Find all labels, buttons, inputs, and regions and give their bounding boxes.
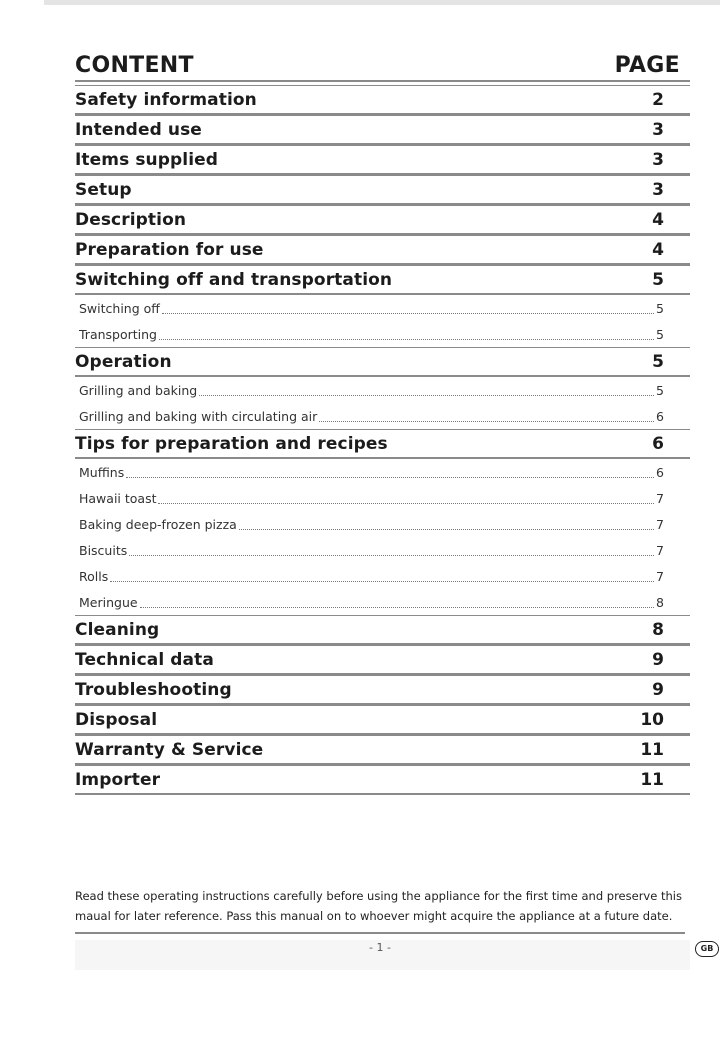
toc-section-row[interactable] [75, 645, 690, 675]
section-title: Disposal [75, 710, 158, 730]
section-page: 5 [652, 352, 664, 372]
toc-section-row[interactable] [75, 85, 690, 115]
section-title: Preparation for use [75, 240, 264, 260]
toc-subsection-row[interactable] [75, 321, 690, 347]
section-page: 4 [652, 210, 664, 230]
section-page: 11 [640, 770, 664, 790]
dot-leader [158, 493, 654, 504]
toc-section-row[interactable] [75, 765, 690, 795]
subsection-page: 7 [656, 516, 664, 532]
toc-subsection-row[interactable] [75, 295, 690, 321]
section-title: Description [75, 210, 187, 230]
toc-section-row[interactable] [75, 145, 690, 175]
subsection-title: Hawaii toast [79, 490, 157, 506]
toc-section-row[interactable] [75, 235, 690, 265]
section-page: 6 [652, 434, 664, 454]
section-title: Setup [75, 180, 132, 200]
toc-section-row[interactable] [75, 615, 690, 645]
subsection-title: Rolls [79, 568, 109, 584]
section-page: 10 [640, 710, 664, 730]
toc-section-row[interactable] [75, 347, 690, 377]
section-title: Tips for preparation and recipes [75, 434, 388, 454]
toc-section-row[interactable] [75, 705, 690, 735]
toc-section-row[interactable] [75, 429, 690, 459]
dot-leader [140, 597, 654, 608]
toc-subsection-row[interactable] [75, 511, 690, 537]
section-title: Troubleshooting [75, 680, 232, 700]
section-page: 9 [652, 650, 664, 670]
section-page: 3 [652, 120, 664, 140]
section-title: Warranty & Service [75, 740, 264, 760]
dot-leader [129, 545, 654, 556]
section-page: 2 [652, 90, 664, 110]
section-title: Operation [75, 352, 172, 372]
subsection-page: 6 [656, 464, 664, 480]
toc-subsection-row[interactable] [75, 485, 690, 511]
toc-section-row[interactable] [75, 115, 690, 145]
toc-section-row[interactable] [75, 175, 690, 205]
subsection-page: 7 [656, 568, 664, 584]
page-number: - 1 - [369, 941, 391, 954]
dot-leader [239, 519, 654, 530]
dot-leader [162, 303, 654, 314]
subsection-title: Grilling and baking with circulating air [79, 408, 318, 424]
toc-subsection-row[interactable] [75, 403, 690, 429]
subsection-title: Transporting [79, 326, 157, 342]
subsection-title: Baking deep-frozen pizza [79, 516, 237, 532]
language-badge: GB [695, 941, 719, 957]
toc-section-row[interactable] [75, 675, 690, 705]
dot-leader [159, 329, 654, 340]
toc-subsection-row[interactable] [75, 589, 690, 615]
dot-leader [319, 411, 654, 422]
subsection-title: Meringue [79, 594, 138, 610]
dot-leader [199, 385, 654, 396]
toc-subsection-row[interactable] [75, 537, 690, 563]
section-page: 11 [640, 740, 664, 760]
subsection-title: Muffins [79, 464, 125, 480]
toc-header [75, 52, 690, 82]
subsection-page: 7 [656, 490, 664, 506]
subsection-page: 5 [656, 382, 664, 398]
section-title: Items supplied [75, 150, 219, 170]
toc-section-row[interactable] [75, 735, 690, 765]
instructions-notice: Read these operating instructions carefully before using the appliance for the first time and preserve this maual for later reference. Pass this manual on to whoever might acquire the appliance at a future date. [75, 886, 685, 934]
page-heading: PAGE [614, 53, 680, 78]
section-title: Technical data [75, 650, 214, 670]
section-title: Switching off and transportation [75, 270, 393, 290]
subsection-page: 6 [656, 408, 664, 424]
subsection-page: 5 [656, 326, 664, 342]
section-page: 4 [652, 240, 664, 260]
toc-subsection-row[interactable] [75, 459, 690, 485]
section-page: 5 [652, 270, 664, 290]
dot-leader [110, 571, 654, 582]
section-page: 9 [652, 680, 664, 700]
top-edge-strip [44, 0, 720, 5]
section-page: 8 [652, 620, 664, 640]
toc-subsection-row[interactable] [75, 377, 690, 403]
section-page: 3 [652, 180, 664, 200]
subsection-title: Biscuits [79, 542, 128, 558]
subsection-page: 7 [656, 542, 664, 558]
section-title: Intended use [75, 120, 202, 140]
toc-section-row[interactable] [75, 265, 690, 295]
subsection-page: 8 [656, 594, 664, 610]
subsection-title: Switching off [79, 300, 160, 316]
subsection-page: 5 [656, 300, 664, 316]
content-heading: CONTENT [75, 53, 194, 78]
dot-leader [126, 467, 654, 478]
section-title: Importer [75, 770, 161, 790]
section-title: Cleaning [75, 620, 160, 640]
toc-subsection-row[interactable] [75, 563, 690, 589]
subsection-title: Grilling and baking [79, 382, 198, 398]
section-page: 3 [652, 150, 664, 170]
section-title: Safety information [75, 90, 257, 110]
toc-section-row[interactable] [75, 205, 690, 235]
table-of-contents [75, 85, 690, 795]
